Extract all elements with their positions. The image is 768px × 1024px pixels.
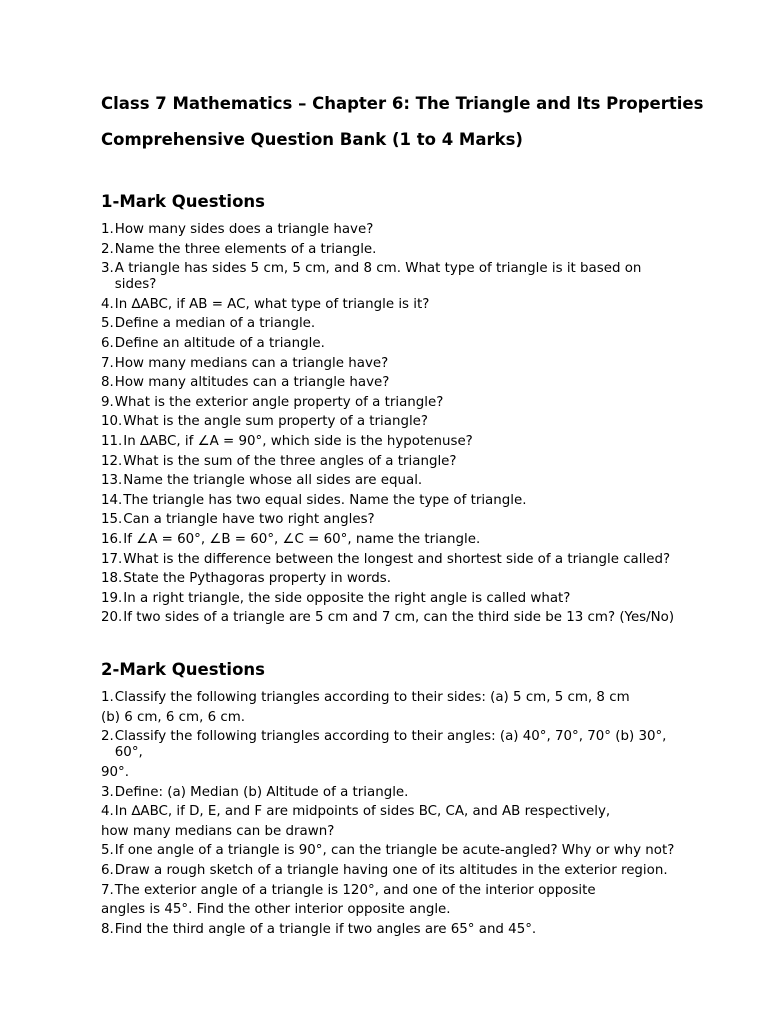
list-item: 6. Draw a rough sketch of a triangle having one of its altitudes in the exterior region.	[101, 863, 668, 879]
list-item: 8. Find the third angle of a triangle if two angles are 65° and 45°.	[101, 921, 537, 937]
list-item: 3. Define: (a) Median (b) Altitude of a triangle.	[101, 784, 409, 800]
list-item: 1. How many sides does a triangle have?	[101, 222, 374, 237]
list-item: 18. State the Pythagoras property in words.	[101, 571, 391, 587]
list-item: 5. Define a median of a triangle.	[101, 316, 316, 332]
list-item: 4. In ∆ABC, if AB = AC, what type of triangle is it?	[101, 296, 430, 312]
section-heading-2-mark: 2-Mark Questions	[101, 660, 265, 680]
list-item: 13. Name the triangle whose all sides are equal.	[101, 473, 423, 489]
list-item: 10. What is the angle sum property of a triangle?	[101, 414, 429, 430]
one-mark-question-list	[101, 222, 681, 626]
list-item: 12. What is the sum of the three angles of a triangle?	[101, 453, 457, 469]
list-item-continuation: 90°.	[101, 765, 129, 781]
list-item: 8. How many altitudes can a triangle have?	[101, 375, 390, 391]
list-item: 6. Define an altitude of a triangle.	[101, 335, 325, 351]
list-item: 3. A triangle has sides 5 cm, 5 cm, and 8 cm. What type of triangle is it based on sides?	[101, 261, 642, 293]
list-item: 7. How many medians can a triangle have?	[101, 355, 389, 371]
list-item-continuation: how many medians can be drawn?	[101, 823, 335, 839]
list-item: 5. If one angle of a triangle is 90°, can the triangle be acute-angled? Why or why not?	[101, 843, 675, 859]
list-item: 15. Can a triangle have two right angles?	[101, 512, 375, 528]
list-item: 11. In ∆ABC, if ∠A = 90°, which side is the hypotenuse?	[101, 433, 473, 449]
two-mark-question-list	[101, 690, 681, 938]
document-subtitle: Comprehensive Question Bank (1 to 4 Marks)	[101, 130, 523, 149]
list-item: 16. If ∠A = 60°, ∠B = 60°, ∠C = 60°, name the triangle.	[101, 531, 481, 547]
list-item-continuation: (b) 6 cm, 6 cm, 6 cm.	[101, 709, 246, 725]
document-title: Class 7 Mathematics – Chapter 6: The Triangle and Its Properties	[101, 94, 704, 113]
list-item: 17. What is the difference between the longest and shortest side of a triangle called?	[101, 551, 671, 567]
list-item: 19. In a right triangle, the side opposite the right angle is called what?	[101, 590, 571, 606]
section-heading-1-mark: 1-Mark Questions	[101, 192, 265, 211]
list-item: 9. What is the exterior angle property of a triangle?	[101, 394, 444, 410]
list-item: 14. The triangle has two equal sides. Name the type of triangle.	[101, 492, 527, 508]
list-item: 2. Classify the following triangles according to their angles: (a) 40°, 70°, 70° (b) 30°, 60°,	[101, 729, 667, 761]
list-item: 4. In ∆ABC, if D, E, and F are midpoints of sides BC, CA, and AB respectively,	[101, 804, 611, 820]
list-item: 2. Name the three elements of a triangle.	[101, 241, 377, 257]
list-item: 20. If two sides of a triangle are 5 cm and 7 cm, can the third side be 13 cm? (Yes/No)	[101, 610, 675, 626]
document-page	[101, 93, 704, 941]
list-item: 1. Classify the following triangles according to their sides: (a) 5 cm, 5 cm, 8 cm	[101, 690, 630, 706]
list-item-continuation: angles is 45°. Find the other interior opposite angle.	[101, 902, 451, 918]
list-item: 7. The exterior angle of a triangle is 120°, and one of the interior opposite	[101, 882, 596, 898]
